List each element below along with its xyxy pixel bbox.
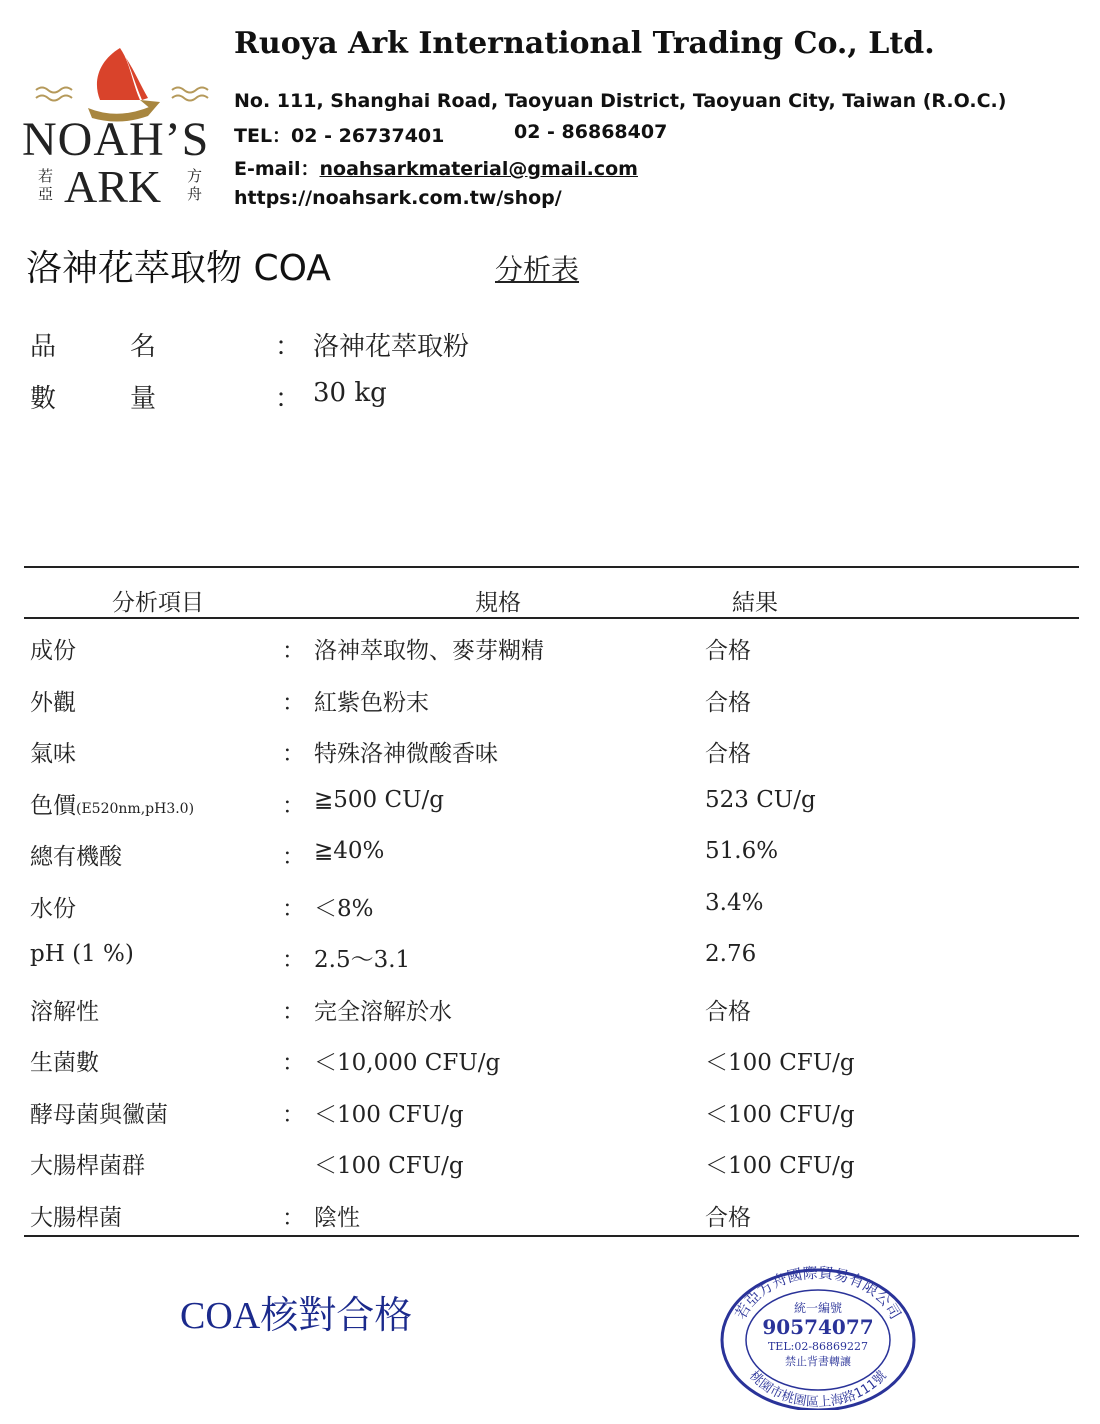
table-row	[0, 941, 1100, 992]
row-spec: ＜10,000 CFU/g	[314, 1050, 501, 1076]
table-row	[0, 1096, 1100, 1147]
stamp-tax-id: 90574077	[762, 1315, 874, 1339]
logo-name-line1: NOAH’S	[22, 113, 210, 166]
document-title: 洛神花萃取物 COA	[26, 248, 331, 289]
table-row	[0, 838, 1100, 889]
row-result: 2.76	[705, 941, 757, 967]
logo-cn-right: 方舟	[187, 167, 203, 203]
row-item-note: (E520nm,pH3.0)	[76, 801, 195, 817]
quantity-value: 30 kg	[313, 378, 387, 408]
product-value: 洛神花萃取粉	[313, 332, 470, 362]
row-item-label: 總有機酸	[30, 844, 122, 870]
row-colon: ：	[282, 844, 305, 870]
table-row	[0, 993, 1100, 1044]
row-colon: ：	[282, 1205, 305, 1231]
row-item-label: 生菌數	[30, 1050, 99, 1076]
row-item	[30, 735, 76, 768]
header-item: 分析項目	[112, 590, 204, 616]
tel-label: TEL：	[234, 125, 292, 147]
logo-name-line2: ARK	[64, 161, 162, 212]
row-item-label: 大腸桿菌群	[30, 1153, 145, 1179]
row-result: 合格	[705, 638, 751, 664]
row-spec: ＜100 CFU/g	[314, 1153, 464, 1179]
table-row	[0, 787, 1100, 838]
row-item-label: 大腸桿菌	[30, 1205, 122, 1231]
company-website[interactable]: https://noahsark.com.tw/shop/	[234, 187, 562, 209]
row-result: 合格	[705, 741, 751, 767]
row-item	[30, 1147, 145, 1180]
quantity-label-part2: 量	[130, 384, 157, 414]
stamp-ring-text: 若亞方舟國際貿易有限公司	[731, 1263, 905, 1323]
row-item-label: 水份	[30, 896, 76, 922]
table-row	[0, 735, 1100, 786]
row-item-label: 成份	[30, 638, 76, 664]
product-label-part2: 名	[130, 332, 157, 362]
table-row	[0, 632, 1100, 683]
table-top-rule	[24, 566, 1079, 568]
stamp-line1: 統一編號	[793, 1301, 843, 1315]
row-item	[30, 838, 122, 871]
stamp-tel: TEL:02-86869227	[767, 1340, 869, 1353]
email-link[interactable]: noahsarkmaterial@gmail.com	[319, 158, 638, 180]
table-row	[0, 890, 1100, 941]
row-spec: ＜100 CFU/g	[314, 1102, 464, 1128]
row-colon: ：	[282, 690, 305, 716]
conclusion-text: COA核對合格	[180, 1295, 413, 1337]
row-item	[30, 941, 134, 967]
table-row	[0, 1147, 1100, 1198]
email-label: E-mail：	[234, 158, 320, 180]
row-spec: 紅紫色粉末	[314, 690, 429, 716]
stamp-address: 桃園市桃園區上海路111號	[746, 1368, 890, 1410]
header-result: 結果	[732, 590, 778, 616]
stamp-notice: 禁止背書轉讓	[785, 1355, 851, 1368]
row-result: 合格	[705, 999, 751, 1025]
tel-number-2: 02 - 86868407	[514, 121, 668, 143]
quantity-label-part1: 數	[30, 384, 57, 414]
row-item-label: 酵母菌與黴菌	[30, 1102, 168, 1128]
row-spec: 陰性	[314, 1205, 360, 1231]
row-colon: ：	[282, 999, 305, 1025]
row-item-label: 氣味	[30, 741, 76, 767]
logo-cn-left: 若亞	[38, 167, 54, 203]
company-email	[234, 154, 638, 181]
row-item	[30, 1096, 168, 1129]
table-row	[0, 684, 1100, 735]
table-header-rule	[24, 617, 1079, 619]
product-label-part1: 品	[30, 332, 57, 362]
row-result: 3.4%	[705, 890, 764, 916]
row-spec: 2.5～3.1	[314, 947, 411, 973]
row-item	[30, 632, 76, 665]
tel-number-1: 02 - 26737401	[291, 125, 445, 147]
row-item	[30, 684, 76, 717]
row-spec: ≧40%	[314, 838, 385, 864]
ship-icon	[88, 48, 160, 122]
row-colon: ：	[282, 741, 305, 767]
row-result: 51.6%	[705, 838, 779, 864]
row-colon: ：	[282, 638, 305, 664]
svg-text:桃園市桃園區上海路111號	[746, 1368, 890, 1410]
header-spec: 規格	[475, 590, 521, 616]
row-item	[30, 1199, 122, 1232]
row-result: 523 CU/g	[705, 787, 816, 813]
row-item	[30, 993, 99, 1026]
product-colon: ：	[275, 332, 302, 362]
company-name: Ruoya Ark International Trading Co., Ltd.	[234, 26, 935, 61]
row-spec: 特殊洛神微酸香味	[314, 741, 498, 767]
row-colon: ：	[282, 1050, 305, 1076]
row-item-label: 溶解性	[30, 999, 99, 1025]
row-item	[30, 1044, 99, 1077]
row-spec: ≧500 CU/g	[314, 787, 444, 813]
company-tel	[234, 121, 444, 148]
row-result: ＜100 CFU/g	[705, 1050, 855, 1076]
row-item	[30, 890, 76, 923]
row-colon: ：	[282, 793, 305, 819]
row-spec: ＜8%	[314, 896, 374, 922]
row-result: ＜100 CFU/g	[705, 1102, 855, 1128]
row-spec: 完全溶解於水	[314, 999, 452, 1025]
row-result: 合格	[705, 1205, 751, 1231]
row-colon: ：	[282, 947, 305, 973]
company-address: No. 111, Shanghai Road, Taoyuan District, Taoyuan City, Taiwan (R.O.C.)	[234, 90, 1007, 112]
table-row	[0, 1044, 1100, 1095]
row-colon: ：	[282, 896, 305, 922]
company-seal-stamp	[718, 1262, 918, 1410]
row-colon: ：	[282, 1102, 305, 1128]
document-subtitle: 分析表	[495, 253, 580, 286]
table-bottom-rule	[24, 1235, 1079, 1237]
table-row	[0, 1199, 1100, 1250]
row-item-label: 外觀	[30, 690, 76, 716]
row-spec: 洛神萃取物、麥芽糊精	[314, 638, 544, 664]
row-result: 合格	[705, 690, 751, 716]
row-item-label: pH (1 %)	[30, 941, 134, 967]
row-result: ＜100 CFU/g	[705, 1153, 855, 1179]
quantity-colon: ：	[275, 384, 302, 414]
row-item	[30, 787, 194, 820]
row-item-label: 色價	[30, 793, 76, 819]
